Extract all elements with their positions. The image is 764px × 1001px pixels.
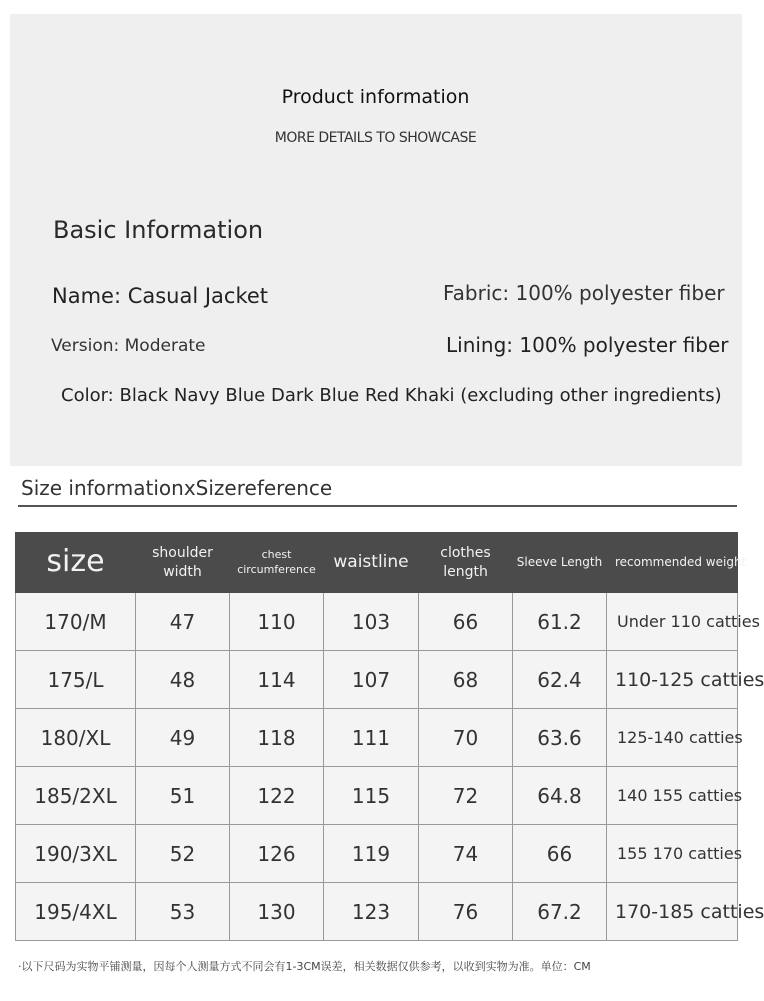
cell-size: 180/XL: [16, 709, 136, 767]
header-shoulder-width: shoulder width: [136, 533, 230, 593]
cell-shoulder: 47: [136, 593, 230, 651]
section-divider: [18, 505, 737, 507]
cell-weight: Under 110 catties: [607, 593, 738, 651]
table-row: [16, 593, 738, 651]
cell-waist: 103: [324, 593, 419, 651]
header-recommended-weight: recommended weight: [607, 533, 738, 593]
size-info-heading: Size informationxSizereference: [21, 476, 333, 500]
cell-sleeve: 67.2: [513, 883, 607, 941]
cell-weight: 110-125 catties: [607, 651, 738, 709]
table-row: [16, 709, 738, 767]
cell-size: 195/4XL: [16, 883, 136, 941]
cell-sleeve: 66: [513, 825, 607, 883]
cell-length: 66: [419, 593, 513, 651]
cell-waist: 115: [324, 767, 419, 825]
header-waistline: waistline: [324, 533, 419, 593]
cell-waist: 119: [324, 825, 419, 883]
cell-size: 170/M: [16, 593, 136, 651]
product-colors: Color: Black Navy Blue Dark Blue Red Khaki (excluding other ingredients): [61, 385, 722, 406]
page-title: Product information: [281, 86, 470, 108]
header-sleeve-length: Sleeve Length: [513, 533, 607, 593]
cell-shoulder: 51: [136, 767, 230, 825]
table-row: [16, 767, 738, 825]
cell-waist: 123: [324, 883, 419, 941]
cell-sleeve: 61.2: [513, 593, 607, 651]
cell-waist: 107: [324, 651, 419, 709]
cell-shoulder: 53: [136, 883, 230, 941]
cell-size: 190/3XL: [16, 825, 136, 883]
product-version: Version: Moderate: [51, 336, 206, 356]
product-name: Name: Casual Jacket: [52, 284, 269, 308]
size-table-header: [16, 533, 738, 593]
cell-length: 76: [419, 883, 513, 941]
cell-weight: 140 155 catties: [607, 767, 738, 825]
cell-chest: 126: [230, 825, 324, 883]
cell-weight: 170-185 catties: [607, 883, 738, 941]
cell-length: 72: [419, 767, 513, 825]
cell-length: 74: [419, 825, 513, 883]
measurement-footnote: ·以下尺码为实物平铺测量，因每个人测量方式不同会有1-3CM误差，相关数据仅供参考，以收到实物为准。单位：CM: [18, 960, 591, 973]
basic-info-heading: Basic Information: [53, 216, 264, 244]
cell-chest: 110: [230, 593, 324, 651]
cell-weight: 125-140 catties: [607, 709, 738, 767]
cell-sleeve: 63.6: [513, 709, 607, 767]
cell-weight: 155 170 catties: [607, 825, 738, 883]
header-clothes-length: clothes length: [419, 533, 513, 593]
cell-chest: 118: [230, 709, 324, 767]
table-row: [16, 825, 738, 883]
cell-sleeve: 62.4: [513, 651, 607, 709]
cell-size: 185/2XL: [16, 767, 136, 825]
cell-shoulder: 48: [136, 651, 230, 709]
cell-length: 68: [419, 651, 513, 709]
product-fabric: Fabric: 100% polyester fiber: [443, 281, 725, 305]
cell-chest: 122: [230, 767, 324, 825]
header-chest: chest circumference: [230, 533, 324, 593]
cell-shoulder: 52: [136, 825, 230, 883]
cell-shoulder: 49: [136, 709, 230, 767]
page-subtitle: MORE DETAILS TO SHOWCASE: [274, 130, 477, 146]
cell-length: 70: [419, 709, 513, 767]
table-row: [16, 883, 738, 941]
product-lining: Lining: 100% polyester fiber: [446, 333, 729, 357]
cell-waist: 111: [324, 709, 419, 767]
cell-chest: 130: [230, 883, 324, 941]
cell-chest: 114: [230, 651, 324, 709]
size-table: [15, 532, 764, 941]
cell-size: 175/L: [16, 651, 136, 709]
header-size: size: [16, 533, 136, 593]
cell-sleeve: 64.8: [513, 767, 607, 825]
table-row: [16, 651, 738, 709]
